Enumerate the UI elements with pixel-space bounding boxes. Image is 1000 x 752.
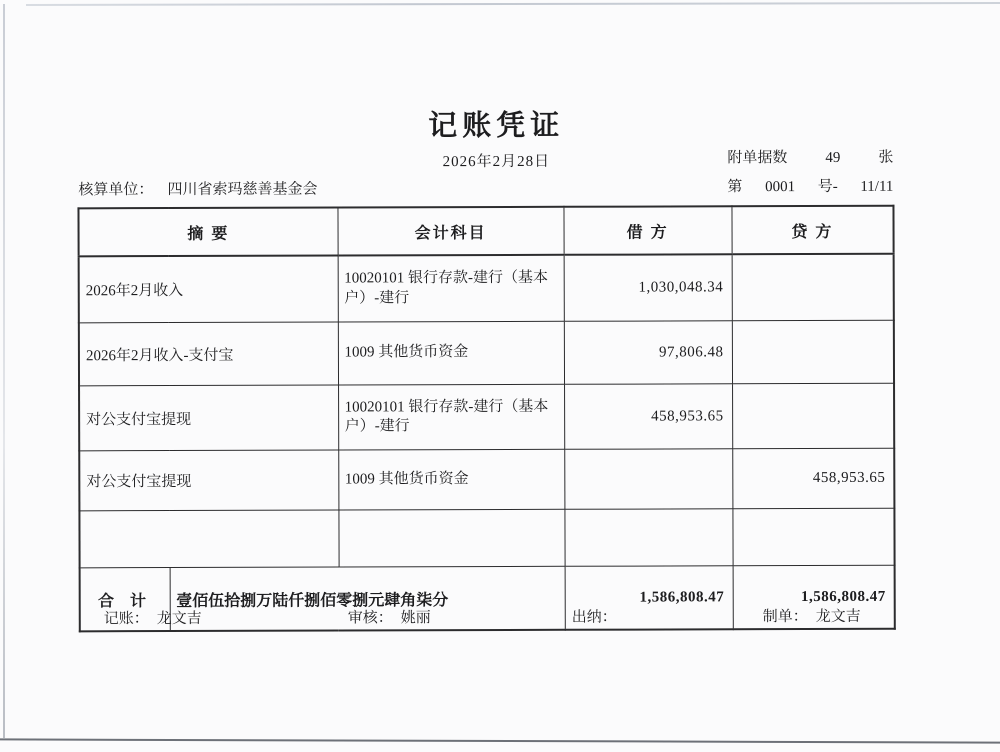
attachment-unit: 张 — [878, 146, 893, 167]
col-header-debit: 借 方 — [563, 206, 731, 255]
credit-cell: 458,953.65 — [732, 448, 894, 509]
table-row — [79, 448, 894, 511]
summary-cell: 2026年2月收入 — [79, 256, 338, 323]
attachment-label: 附单据数 — [727, 146, 787, 167]
attachment-count-line — [727, 146, 893, 168]
col-header-summary: 摘 要 — [78, 208, 337, 257]
number-prefix: 第 — [727, 175, 742, 196]
bookkeeper-name: 龙文吉 — [157, 607, 202, 628]
table-row — [79, 320, 894, 386]
accounting-unit-name: 四川省索玛慈善基金会 — [167, 178, 317, 199]
summary-cell: 对公支付宝提现 — [79, 450, 338, 511]
credit-cell — [732, 254, 894, 321]
number-page: 11/11 — [860, 179, 893, 196]
summary-cell: 2026年2月收入-支付宝 — [79, 322, 338, 386]
credit-cell — [732, 383, 894, 449]
accounting-unit-label: 核算单位： — [78, 178, 153, 199]
reviewer-label: 审核： — [348, 606, 393, 627]
table-row-empty — [79, 508, 894, 568]
preparer-name: 龙文吉 — [816, 605, 861, 626]
account-cell: 1009 其他货币资金 — [338, 321, 564, 385]
reviewer-field — [348, 606, 431, 627]
preparer-label: 制单： — [763, 605, 808, 626]
summary-cell — [79, 510, 338, 568]
bookkeeper-label: 记账： — [104, 607, 149, 628]
amount-in-words-cell: 壹佰伍拾捌万陆仟捌佰零捌元肆角柒分 — [170, 566, 565, 631]
accounting-unit-line — [78, 178, 317, 200]
total-credit-cell: 1,586,808.47 — [733, 565, 895, 629]
cashier-field — [572, 606, 625, 627]
total-label: 合 计 — [80, 568, 170, 632]
credit-cell — [732, 508, 894, 566]
voucher-date: 2026年2月28日 — [0, 148, 993, 172]
voucher-title: 记账凭证 — [0, 101, 993, 145]
voucher-number-line — [727, 175, 893, 197]
account-cell: 10020101 银行存款-建行（基本户）-建行 — [338, 384, 564, 450]
number-suffix: 号- — [818, 175, 838, 196]
account-cell: 1009 其他货币资金 — [338, 449, 564, 510]
debit-cell — [564, 449, 732, 510]
debit-cell — [564, 509, 732, 567]
bookkeeper-field — [104, 607, 202, 628]
col-header-account: 会计科目 — [337, 207, 563, 256]
summary-cell: 对公支付宝提现 — [79, 385, 338, 451]
voucher-table — [77, 205, 895, 633]
table-header-row — [78, 206, 893, 257]
table-row — [79, 254, 894, 323]
number-value: 0001 — [765, 179, 795, 196]
debit-cell: 1,030,048.34 — [564, 254, 732, 321]
debit-cell: 458,953.65 — [564, 384, 732, 450]
account-cell — [338, 509, 564, 567]
table-row — [79, 383, 894, 451]
attachment-count: 49 — [825, 150, 840, 167]
col-header-credit: 贷 方 — [731, 206, 893, 255]
debit-cell: 97,806.48 — [564, 321, 732, 385]
reviewer-name: 姚丽 — [401, 606, 431, 627]
credit-cell — [732, 320, 894, 384]
total-debit-cell: 1,586,808.47 — [565, 566, 733, 630]
cashier-label: 出纳： — [572, 606, 617, 627]
account-cell: 10020101 银行存款-建行（基本户）-建行 — [338, 255, 564, 322]
preparer-field — [763, 605, 861, 626]
